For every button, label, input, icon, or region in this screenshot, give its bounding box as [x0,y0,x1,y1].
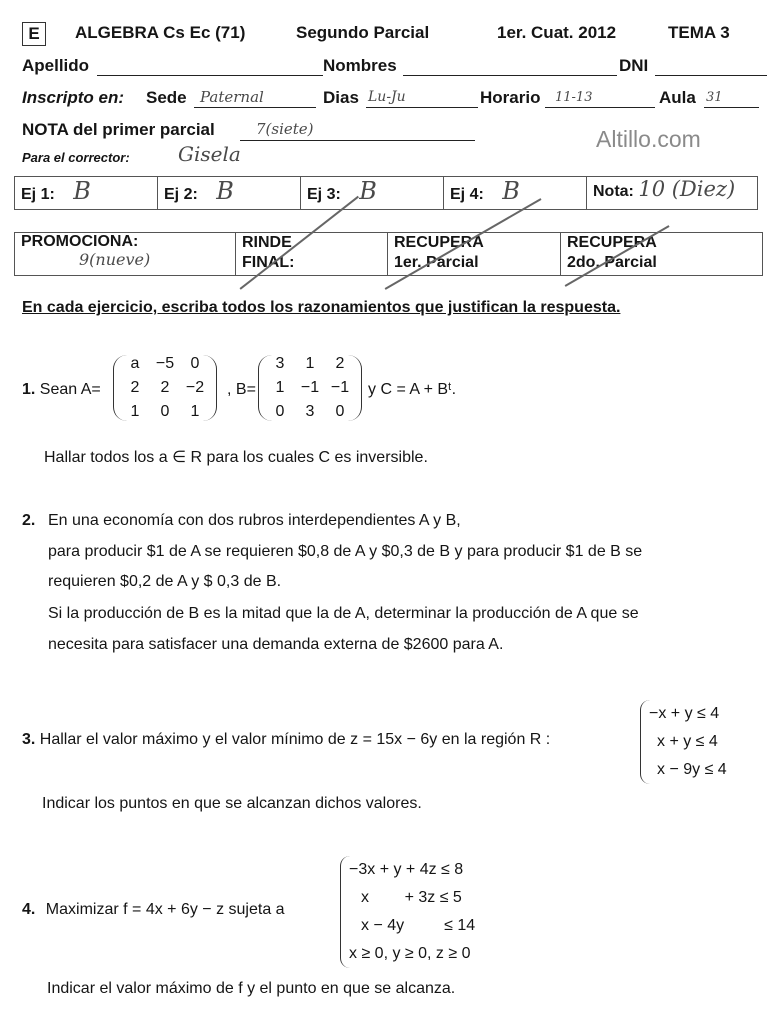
grade-value: B [359,177,377,205]
matrix-entry: 0 [275,403,285,420]
constraint: −3x + y + 4z ≤ 8 [349,861,464,878]
matrix-entry: 0 [160,403,170,420]
course-title: ALGEBRA Cs Ec (71) [75,23,246,42]
ex1-tail: y C = A + Bᵗ. [368,381,457,398]
ex2-line: requieren $0,2 de A y $ 0,3 de B. [48,573,282,590]
grade-cell-1 [15,177,158,210]
horario-value: 11-13 [555,90,593,105]
horario-label: Horario [480,88,541,107]
matrix-entry: 2 [335,355,345,372]
aula-label: Aula [659,88,696,107]
constraint: x + y ≤ 4 [657,733,718,750]
matrix-entry: 1 [305,355,315,372]
final-label: FINAL: [242,254,295,271]
ex4-system [340,856,475,968]
constraint: x ≥ 0, y ≥ 0, z ≥ 0 [349,945,471,962]
grade-label: Ej 2: [164,186,198,203]
grades-table [14,176,758,210]
dias-field[interactable] [366,88,478,108]
recupera-label: RECUPERA [394,234,484,251]
recupera1-cell [388,233,561,276]
promociona-value: 9(nueve) [79,250,151,269]
ex1-intro: Sean A= [39,381,101,398]
recupera-label: RECUPERA [567,234,657,251]
tema-box: E [22,22,46,46]
matrix-entry: 2 [130,379,140,396]
matrix-entry: 1 [190,403,200,420]
grade-cell-2 [158,177,301,210]
matrix-entry: 1 [275,379,285,396]
watermark: Altillo.com [596,126,701,152]
ex4-statement [22,901,285,919]
grade-cell-3 [301,177,444,210]
exam-title: Segundo Parcial [296,23,430,42]
corrector-value: Gisela [178,142,241,166]
nota-label: Nota: [593,183,634,200]
nota-primer-label: NOTA del primer parcial [22,120,215,139]
promociona-cell [15,233,236,276]
parcial1-label: 1er. Parcial [394,254,479,271]
constraint: x − 4y ≤ 14 [361,917,476,934]
ex3-statement [22,731,550,749]
matrix-entry: 3 [275,355,285,372]
ex2-line: para producir $1 de A se requieren $0,8 de A y $0,3 de B y para producir $1 de B se [48,543,643,560]
nota-primer-value: 7(siete) [256,120,314,138]
ex2-line: Si la producción de B es la mitad que la de A, determinar la producción de A que se [48,605,639,622]
ex4-number: 4. [22,901,36,918]
nota-primer-field[interactable] [240,120,475,141]
sede-label: Sede [146,88,187,107]
apellido-field[interactable] [97,56,323,76]
dni-field[interactable] [655,56,767,76]
matrix-entry: 2 [160,379,170,396]
aula-value: 31 [706,90,723,105]
rinde-label: RINDE [242,234,292,251]
ex1-sep: , B= [227,381,256,398]
matrix-entry: a [130,355,140,372]
nombres-label: Nombres [323,56,397,75]
ex2-line: En una economía con dos rubros interdependientes A y B, [48,512,461,529]
inscripto-label: Inscripto en: [22,88,125,107]
grade-label: Ej 1: [21,186,55,203]
ex1-number: 1. [22,381,36,398]
constraint: x + 3z ≤ 5 [361,889,462,906]
aula-field[interactable] [704,88,759,108]
matrix-entry: 3 [305,403,315,420]
ex4-text: Maximizar f = 4x + 6y − z sujeta a [45,901,285,918]
dias-value: Lu-Ju [368,89,406,105]
matrix-b [258,355,362,421]
matrix-a [113,355,217,421]
grade-label: Ej 3: [307,186,341,203]
matrix-entry: −1 [300,379,320,396]
dni-label: DNI [619,56,649,75]
sede-value: Paternal [200,88,264,106]
corrector-label: Para el corrector: [22,150,130,165]
rinde-cell [236,233,388,276]
ex4-question: Indicar el valor máximo de f y el punto en que se alcanza. [47,980,456,997]
grade-cell-4 [444,177,587,210]
dias-label: Dias [323,88,359,107]
matrix-entry: 0 [335,403,345,420]
instruction: En cada ejercicio, escriba todos los razonamientos que justifican la respuesta. [22,299,621,316]
horario-field[interactable] [545,88,655,108]
constraint: x − 9y ≤ 4 [657,761,727,778]
status-table [14,232,763,276]
theme: TEMA 3 [668,23,730,42]
matrix-entry: −2 [185,379,205,396]
ex3-number: 3. [22,731,36,748]
nombres-field[interactable] [403,56,617,76]
parcial2-label: 2do. Parcial [567,254,657,271]
ex2-line: necesita para satisfacer una demanda externa de $2600 para A. [48,636,504,653]
ex2-number: 2. [22,512,36,529]
ex3-text: Hallar el valor máximo y el valor mínimo de z = 15x − 6y en la región R : [39,731,551,748]
ex1-question: Hallar todos los a ∈ R para los cuales C es inversible. [44,449,428,466]
constraint: −x + y ≤ 4 [649,705,720,722]
ex3-question: Indicar los puntos en que se alcanzan dichos valores. [42,795,422,812]
grade-cell-nota [587,177,758,210]
matrix-entry: 0 [190,355,200,372]
matrix-entry: −5 [155,355,175,372]
ex3-system [640,700,727,784]
promociona-label: PROMOCIONA: [21,233,139,250]
grade-value: B [73,177,91,205]
nota-value: 10 (Diez) [638,177,736,201]
term: 1er. Cuat. 2012 [497,23,617,42]
grade-value: B [216,177,234,205]
matrix-entry: 1 [130,403,140,420]
grade-label: Ej 4: [450,186,484,203]
matrix-entry: −1 [330,379,350,396]
grade-value: B [502,177,520,205]
apellido-label: Apellido [22,56,90,75]
ex1-statement [22,381,101,399]
sede-field[interactable] [194,88,316,108]
